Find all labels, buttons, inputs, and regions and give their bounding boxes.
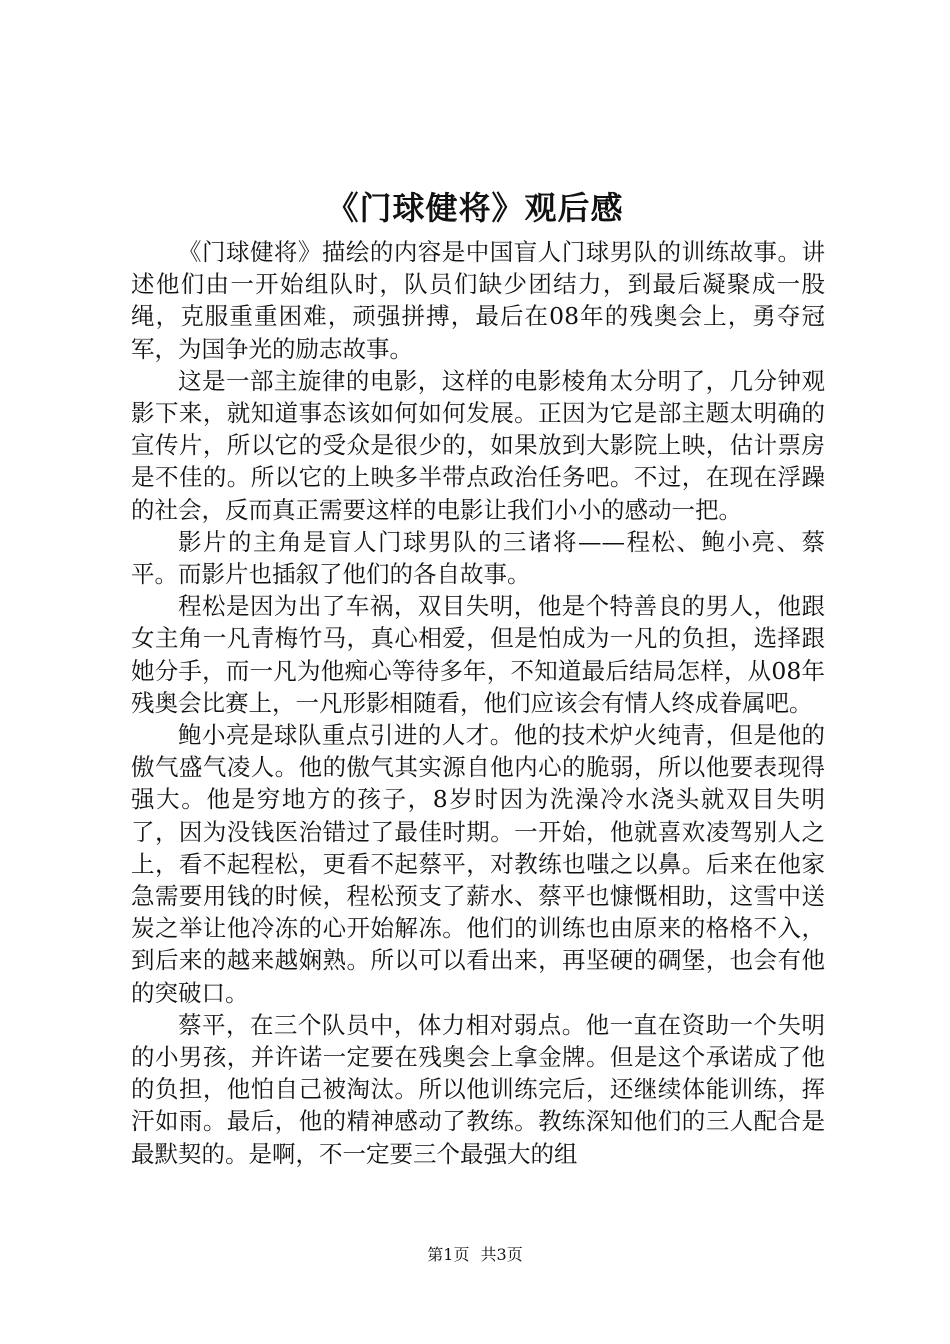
- page-total: 共3页: [480, 1245, 523, 1264]
- paragraph: 这是一部主旋律的电影，这样的电影棱角太分明了，几分钟观影下来，就知道事态该如何如何发展。正因为它是部主题太明确的宣传片，所以它的受众是很少的，如果放到大影院上映，估计票房是不佳的。所以它的上映多半带点政治任务吧。不过，在现在浮躁的社会，反而真正需要这样的电影让我们小小的感动一把。: [131, 366, 825, 524]
- page-number: 第1页: [427, 1245, 470, 1264]
- paragraph: 蔡平，在三个队员中，体力相对弱点。他一直在资助一个失明的小男孩，并许诺一定要在残奥会上拿金牌。但是这个承诺成了他的负担，他怕自己被淘汰。所以他训练完后，还继续体能训练，挥汗如雨。最后，他的精神感动了教练。教练深知他们的三人配合是最默契的。是啊，不一定要三个最强大的组: [131, 1010, 825, 1168]
- page-footer: [0, 1244, 950, 1266]
- document-title: 《门球健将》观后感: [326, 189, 624, 227]
- paragraph: 影片的主角是盲人门球男队的三诸将——程松、鲍小亮、蔡平。而影片也插叙了他们的各自故事。: [131, 527, 825, 589]
- paragraph: 程松是因为出了车祸，双目失明，他是个特善良的男人，他跟女主角一凡青梅竹马，真心相爱，但是怕成为一凡的负担，选择跟她分手，而一凡为他痴心等待多年，不知道最后结局怎样，从08年残奥会比赛上，一凡形影相随看，他们应该会有情人终成眷属吧。: [131, 592, 825, 717]
- document-body: [131, 236, 825, 1170]
- paragraph: 《门球健将》描绘的内容是中国盲人门球男队的训练故事。讲述他们由一开始组队时，队员们缺少团结力，到最后凝聚成一股绳，克服重重困难，顽强拼搏，最后在08年的残奥会上，勇夺冠军，为国争光的励志故事。: [131, 238, 825, 363]
- paragraph: 鲍小亮是球队重点引进的人才。他的技术炉火纯青，但是他的傲气盛气凌人。他的傲气其实源自他内心的脆弱，所以他要表现得强大。他是穷地方的孩子，8岁时因为洗澡冷水浇头就双目失明了，因为没钱医治错过了最佳时期。一开始，他就喜欢凌驾别人之上，看不起程松，更看不起蔡平，对教练也嗤之以鼻。后来在他家急需要用钱的时候，程松预支了薪水、蔡平也慷慨相助，这雪中送炭之举让他冷冻的心开始解冻。他们的训练也由原来的格格不入，到后来的越来越娴熟。所以可以看出来，再坚硬的碉堡，也会有他的突破口。: [131, 721, 825, 1007]
